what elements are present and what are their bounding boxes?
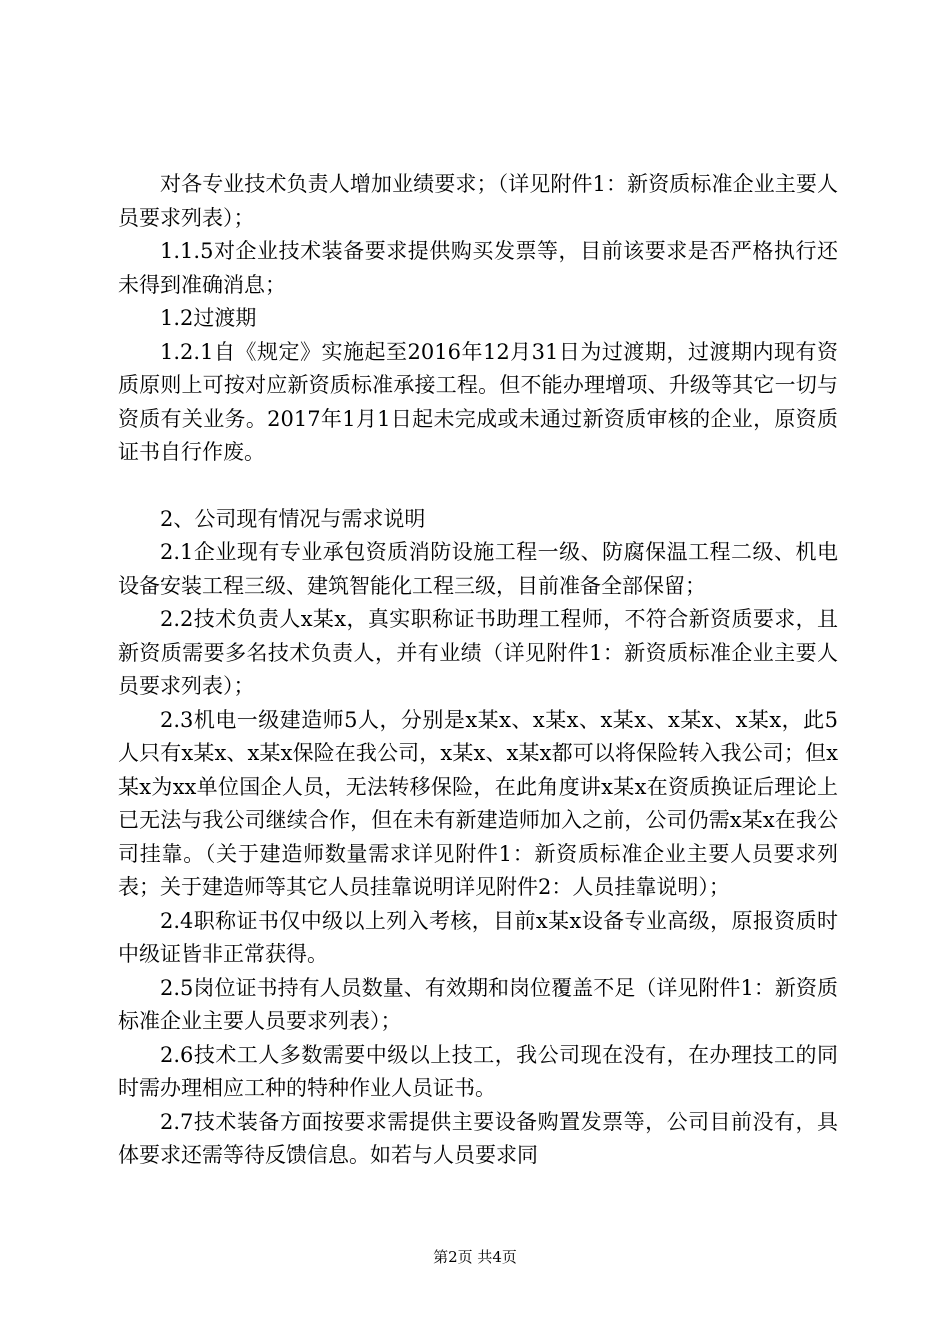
- paragraph-2-3: 2.3机电一级建造师5人，分别是x某x、x某x、x某x、x某x、x某x，此5人只有x某x、x某x保险在我公司，x某x、x某x都可以将保险转入我公司；但x某x为xx单位国企人员，无法转移保险，在此角度讲x某x在资质换证后理论上已无法与我公司继续合作，但在未有新建造师加入之前，公司仍需x某x在我公司挂靠。（关于建造师数量需求详见附件1：新资质标准企业主要人员要求列表；关于建造师等其它人员挂靠说明详见附件2：人员挂靠说明）；: [118, 707, 838, 899]
- paragraph-1-1-5: 1.1.5对企业技术装备要求提供购买发票等，目前该要求是否严格执行还未得到准确消息；: [118, 239, 838, 297]
- document-body: [118, 168, 838, 1173]
- paragraph-2-2: 2.2技术负责人x某x，真实职称证书助理工程师，不符合新资质要求，且新资质需要多名技术负责人，并有业绩（详见附件1：新资质标准企业主要人员要求列表）；: [118, 607, 838, 698]
- page-footer: 第2页 共4页: [433, 1248, 517, 1266]
- paragraph-2-6: 2.6技术工人多数需要中级以上技工，我公司现在没有，在办理技工的同时需办理相应工种的特种作业人员证书。: [118, 1042, 838, 1100]
- paragraph-1: 对各专业技术负责人增加业绩要求；（详见附件1：新资质标准企业主要人员要求列表）；: [118, 172, 838, 230]
- paragraph-1-2-1: 1.2.1自《规定》实施起至2016年12月31日为过渡期，过渡期内现有资质原则上可按对应新资质标准承接工程。但不能办理增项、升级等其它一切与资质有关业务。2017年1月1日起未完成或未通过新资质审核的企业，原资质证书自行作废。: [118, 339, 838, 464]
- paragraph-2-7: 2.7技术装备方面按要求需提供主要设备购置发票等，公司目前没有，具体要求还需等待反馈信息。如若与人员要求同: [118, 1109, 838, 1167]
- heading-1-2: 1.2过渡期: [160, 306, 257, 330]
- paragraph-2-1: 2.1企业现有专业承包资质消防设施工程一级、防腐保温工程二级、机电设备安装工程三级、建筑智能化工程三级，目前准备全部保留；: [118, 540, 838, 598]
- heading-section-2: 2、公司现有情况与需求说明: [160, 506, 426, 531]
- paragraph-2-4: 2.4职称证书仅中级以上列入考核，目前x某x设备专业高级，原报资质时中级证皆非正常获得。: [118, 908, 838, 966]
- paragraph-2-5: 2.5岗位证书持有人员数量、有效期和岗位覆盖不足（详见附件1：新资质标准企业主要人员要求列表）；: [118, 975, 838, 1033]
